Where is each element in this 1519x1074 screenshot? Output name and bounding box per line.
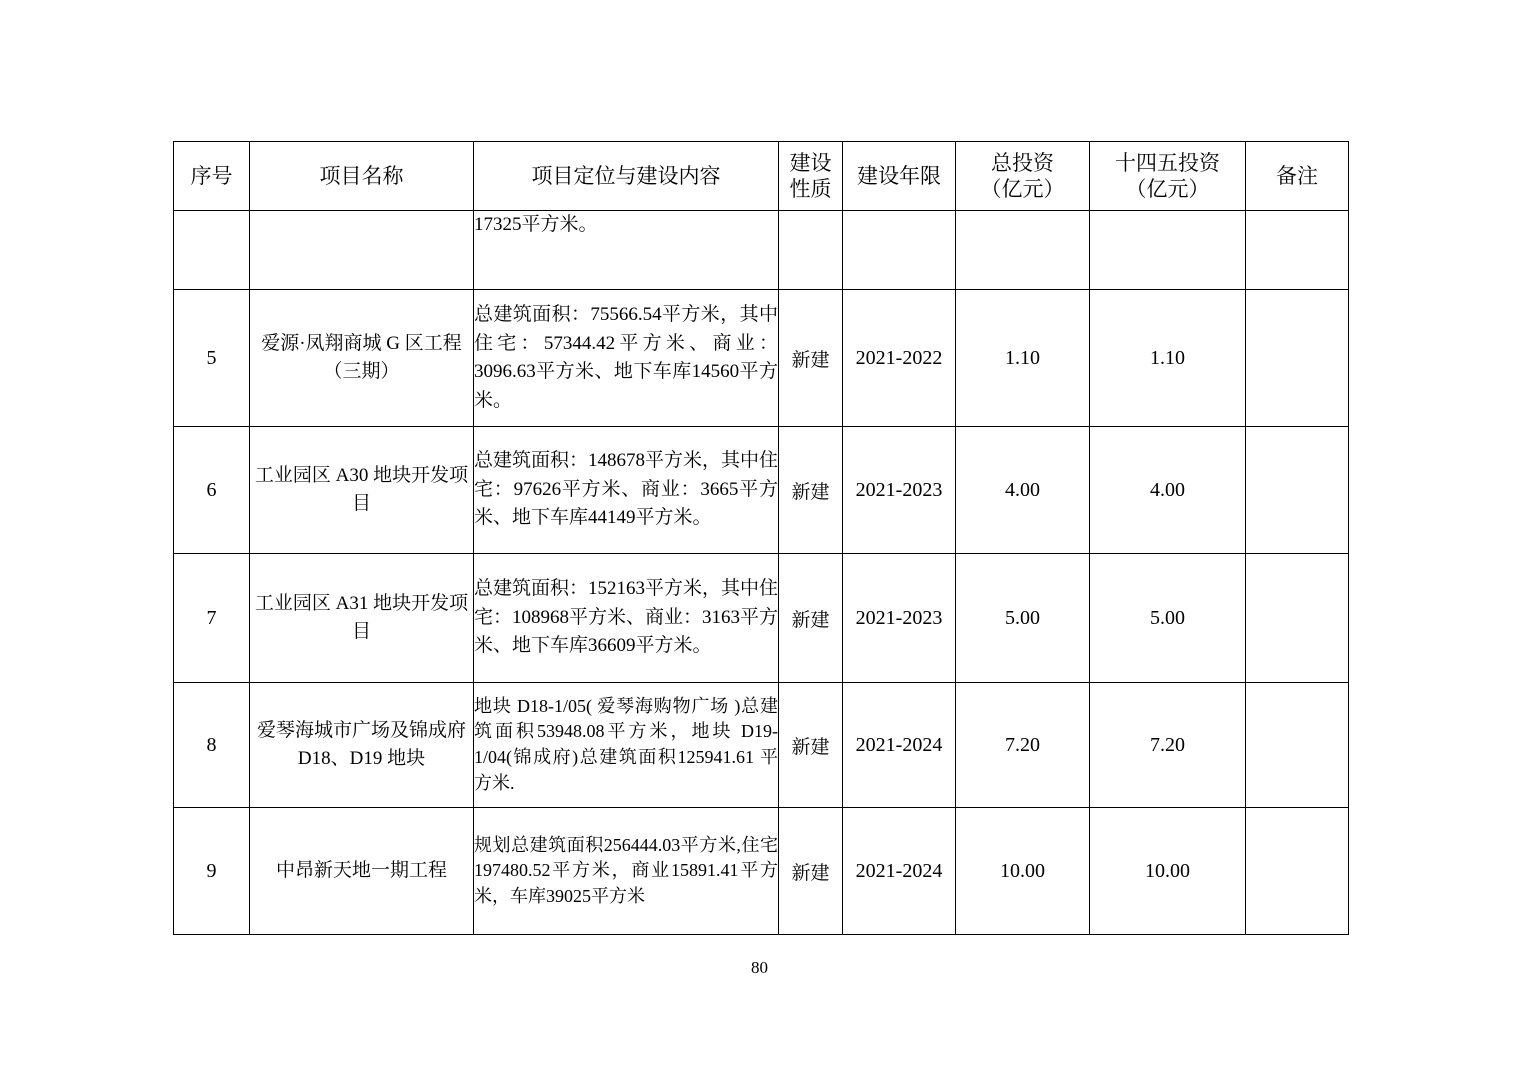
- cell-nature: 新建: [779, 290, 843, 427]
- cell-content: 总建筑面积：75566.54平方米，其中住宅：57344.42平方米、商业：3096.63平方米、地下车库14560平方米。: [474, 290, 779, 427]
- cell-content: 17325平方米。: [474, 211, 779, 290]
- cell-total-investment: 1.10: [956, 290, 1090, 427]
- cell-fiveyear-investment: [1090, 211, 1246, 290]
- cell-fiveyear-investment: 5.00: [1090, 554, 1246, 683]
- header-cell-remark: 备注: [1246, 142, 1349, 211]
- cell-years: 2021-2024: [843, 683, 956, 808]
- header-nature-line2: 性质: [789, 177, 832, 201]
- cell-no: 6: [174, 427, 250, 554]
- cell-years: 2021-2024: [843, 808, 956, 935]
- cell-content: 地块 D18-1/05( 爱琴海购物广场 )总建筑面积53948.08平方米，地块 D19-1/04(锦成府)总建筑面积125941.61 平方米.: [474, 683, 779, 808]
- header-cell-years: 建设年限: [843, 142, 956, 211]
- header-fiveyear-line2: （亿元）: [1125, 177, 1210, 201]
- cell-fiveyear-investment: 4.00: [1090, 427, 1246, 554]
- header-cell-no: 序号: [174, 142, 250, 211]
- cell-nature: [779, 211, 843, 290]
- cell-total-investment: 10.00: [956, 808, 1090, 935]
- cell-content: 总建筑面积：148678平方米，其中住宅：97626平方米、商业：3665平方米、地下车库44149平方米。: [474, 427, 779, 554]
- cell-remark: [1246, 808, 1349, 935]
- cell-remark: [1246, 427, 1349, 554]
- cell-total-investment: 4.00: [956, 427, 1090, 554]
- cell-years: [843, 211, 956, 290]
- header-nature-line1: 建设: [789, 150, 832, 175]
- cell-remark: [1246, 290, 1349, 427]
- header-total-line2: （亿元）: [980, 177, 1065, 201]
- header-fiveyear-line1: 十四五投资: [1115, 150, 1220, 175]
- project-investment-table: [173, 141, 1349, 935]
- header-cell-content: 项目定位与建设内容: [474, 142, 779, 211]
- table-row: [174, 554, 1349, 683]
- project-table-container: [173, 141, 1348, 935]
- cell-name: 工业园区 A31 地块开发项目: [250, 554, 474, 683]
- cell-remark: [1246, 211, 1349, 290]
- cell-total-investment: 7.20: [956, 683, 1090, 808]
- table-row: [174, 290, 1349, 427]
- cell-years: 2021-2022: [843, 290, 956, 427]
- cell-total-investment: 5.00: [956, 554, 1090, 683]
- cell-nature: 新建: [779, 554, 843, 683]
- cell-name: 工业园区 A30 地块开发项目: [250, 427, 474, 554]
- table-row: [174, 683, 1349, 808]
- cell-no: 5: [174, 290, 250, 427]
- cell-nature: 新建: [779, 427, 843, 554]
- header-total-line1: 总投资: [991, 150, 1054, 175]
- cell-name: 中昂新天地一期工程: [250, 808, 474, 935]
- table-row: [174, 427, 1349, 554]
- cell-fiveyear-investment: 1.10: [1090, 290, 1246, 427]
- cell-name: 爱琴海城市广场及锦成府 D18、D19 地块: [250, 683, 474, 808]
- header-cell-nature: [779, 142, 843, 211]
- cell-nature: 新建: [779, 808, 843, 935]
- cell-total-investment: [956, 211, 1090, 290]
- cell-name: 爱源·凤翔商城 G 区工程（三期）: [250, 290, 474, 427]
- cell-years: 2021-2023: [843, 554, 956, 683]
- cell-remark: [1246, 554, 1349, 683]
- table-row: [174, 211, 1349, 290]
- header-cell-name: 项目名称: [250, 142, 474, 211]
- cell-no: 9: [174, 808, 250, 935]
- cell-fiveyear-investment: 10.00: [1090, 808, 1246, 935]
- cell-no: 7: [174, 554, 250, 683]
- cell-content: 总建筑面积：152163平方米，其中住宅：108968平方米、商业：3163平方米、地下车库36609平方米。: [474, 554, 779, 683]
- cell-no: [174, 211, 250, 290]
- cell-nature: 新建: [779, 683, 843, 808]
- table-header-row: [174, 142, 1349, 211]
- cell-content: 规划总建筑面积256444.03平方米,住宅197480.52平方米，商业15891.41平方米，车库39025平方米: [474, 808, 779, 935]
- page-number: 80: [751, 958, 768, 977]
- cell-fiveyear-investment: 7.20: [1090, 683, 1246, 808]
- header-cell-fiveyear: [1090, 142, 1246, 211]
- cell-years: 2021-2023: [843, 427, 956, 554]
- cell-no: 8: [174, 683, 250, 808]
- header-cell-total: [956, 142, 1090, 211]
- cell-name: [250, 211, 474, 290]
- cell-remark: [1246, 683, 1349, 808]
- table-row: [174, 808, 1349, 935]
